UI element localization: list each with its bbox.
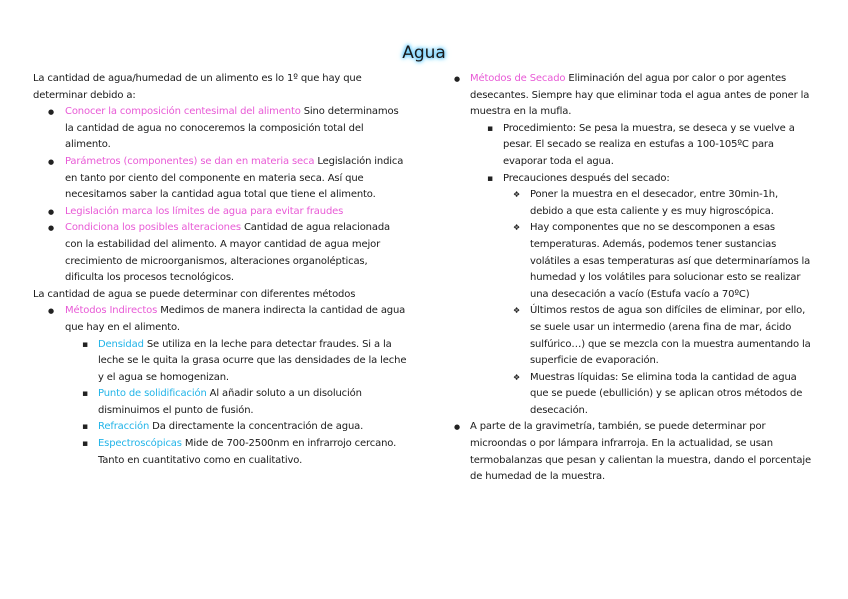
- subitem-text: Se utiliza en la leche para detectar fraudes. Si a la leche se le quita la grasa ocurre que las densidades de la leche y el agua se homogenizan.: [98, 338, 407, 383]
- indirect-subitem: [65, 419, 408, 436]
- precaucion-item: ❖ Poner la muestra en el desecador, entre 30min-1h, debido a que esta caliente y es muy higroscópica.: [503, 187, 812, 220]
- indirect-subitem: [65, 436, 408, 469]
- secado-text: Eliminación del agua por calor o por agentes desecantes. Siempre hay que eliminar toda el agua antes de poner la muestra en la mufla.: [470, 73, 810, 118]
- precaucion-item: ❖ Muestras líquidas: Se elimina toda la cantidad de agua que se puede (ebullición) y se aplican otros métodos de desecación.: [503, 370, 812, 420]
- precauciones-sublist: [503, 187, 812, 419]
- subitem-text: Da directamente la concentración de agua.: [149, 421, 364, 433]
- reason-text: Legislación indica en tanto por ciento del componente en materia seca. Así que necesitamos saber la cantidad agua total que tiene el alimento.: [65, 155, 404, 201]
- indirect-sublist: [65, 337, 408, 470]
- procedimiento-item: ▪ Procedimiento: Se pesa la muestra, se deseca y se vuelve a pesar. El secado se realiza en estufas a 100-105ºC para evaporar toda el agua.: [470, 121, 812, 171]
- precaucion-item: ❖ Hay componentes que no se descomponen a esas temperaturas. Además, podemos tener sustancias volátiles a esas temperaturas así que determinaríamos la humedad y los volátiles para solucionar esto se realizar una desecación a vacío (Estufa vacío a 70ºC): [503, 220, 812, 303]
- reasons-list: [33, 104, 408, 287]
- indirect-subitem: [65, 386, 408, 419]
- reason-highlight: Conocer la composición centesimal del alimento: [65, 106, 301, 118]
- indirect-methods-item: [33, 303, 408, 469]
- subitem-highlight: Densidad: [98, 338, 144, 350]
- subitem-highlight: Espectroscópicas: [98, 438, 182, 450]
- left-column: [33, 71, 408, 469]
- precauciones-item: [470, 171, 812, 420]
- reason-item: [33, 220, 408, 286]
- reason-item: [33, 204, 408, 221]
- gravimetria-item: ● A parte de la gravimetría, también, se puede determinar por microondas o por lámpara infrarroja. En la actualidad, se usan termobalanzas que pesan y calientan la muestra, dando el porcentaje de humedad de la muestra.: [454, 419, 812, 485]
- precauciones-label: Precauciones después del secado:: [503, 172, 670, 184]
- secado-highlight: Métodos de Secado: [470, 73, 566, 84]
- right-list: [454, 71, 812, 486]
- subitem-highlight: Punto de solidificación: [98, 388, 207, 400]
- reason-text: Sino determinamos la cantidad de agua no conoceremos la composición total del alimento.: [65, 106, 399, 151]
- indirect-subitem: [65, 337, 408, 387]
- precaucion-item: ❖ Últimos restos de agua son difíciles de eliminar, por ello, se suele usar un intermedio (arena fina de mar, ácido sulfúrico…) que se mezcla con la muestra aumentando la superficie de evaporación.: [503, 303, 812, 369]
- indirect-text: Medimos de manera indirecta la cantidad de agua que hay en el alimento.: [65, 305, 406, 333]
- reason-item: [33, 154, 408, 204]
- methods-intro: La cantidad de agua se puede determinar con diferentes métodos: [33, 288, 356, 300]
- reason-item: [33, 104, 408, 154]
- indirect-highlight: Métodos Indirectos: [65, 305, 158, 317]
- reason-highlight: Condiciona los posibles alteraciones: [65, 222, 241, 234]
- subitem-highlight: Refracción: [98, 421, 150, 433]
- methods-list: [33, 303, 408, 469]
- reason-highlight: Parámetros (componentes) se dan en materia seca: [65, 155, 315, 167]
- reason-text: Cantidad de agua relacionada con la estabilidad del alimento. A mayor cantidad de agua mejor crecimiento de microorganismos, alteraciones organolépticas, dificulta los procesos tecnológicos.: [65, 222, 391, 284]
- secado-item: [454, 71, 812, 419]
- subitem-text: Al añadir soluto a un disolución disminuimos el punto de fusión.: [98, 388, 362, 416]
- secado-sublist: [470, 121, 812, 420]
- reason-highlight: Legislación marca los límites de agua para evitar fraudes: [65, 205, 344, 217]
- right-column: [454, 71, 812, 486]
- page-title: Agua: [402, 43, 446, 63]
- subitem-text: Mide de 700-2500nm en infrarrojo cercano. Tanto en cuantitativo como en cualitativo.: [98, 438, 397, 466]
- intro-paragraph: La cantidad de agua/humedad de un alimento es lo 1º que hay que determinar debido a:: [33, 73, 362, 101]
